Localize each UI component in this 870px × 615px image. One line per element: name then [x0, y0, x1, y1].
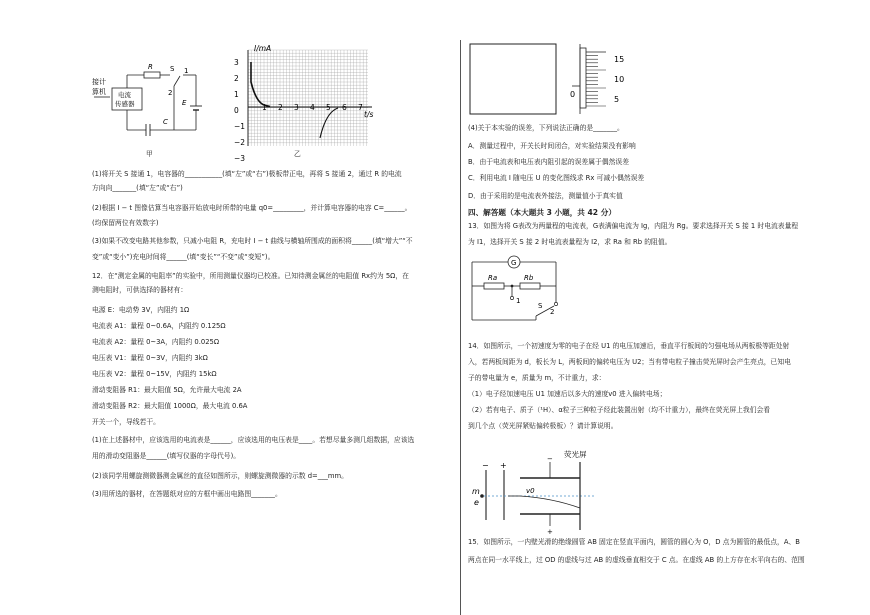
left-text-line: (1)将开关 S 接通 1，电容器的___________(填“左”或“右”)极板带正电，再将 S 接通 2，通过 R 的电流: [92, 170, 402, 178]
resistor-Ra: [484, 283, 504, 289]
left-text-line: (3)用所选的器材，在答题纸对应的方框中画出电路图_______。: [92, 490, 282, 498]
current-time-graph: [234, 42, 384, 163]
left-text-line: 12．在“测定金属的电阻率”的实验中，所用测量仪器均已校准。已知待测金属丝的电阻值 Rx约为 5Ω，在: [92, 272, 409, 280]
left-text-line: 滑动变阻器 R2：最大阻值 1000Ω，最大电流 0.6A: [92, 402, 248, 410]
right-text-line: 13．如图为将 G表改为两量程的电流表，G表满偏电流为 Ig，内阻为 Rg。要求选择开关 S 接 1 时电流表量程: [468, 222, 799, 230]
right-text-line: 到几个点（荧光屏紧贴偏转极板）？请计算说明。: [468, 422, 618, 430]
y-tick-label: 2: [234, 74, 239, 83]
left-text-line: 电压表 V2：量程 0~15V，内阻约 15kΩ: [92, 370, 217, 378]
left-text-line: 电流表 A2：量程 0~3A，内阻约 0.025Ω: [92, 338, 220, 346]
plus-sign-bottom: +: [547, 528, 553, 536]
y-tick-label: 1: [234, 90, 239, 99]
x-tick-label: 7: [358, 103, 363, 112]
x-tick-label: 3: [294, 103, 299, 112]
left-text-line: (1)在上述器材中，应该选用的电流表是______，应该选用的电压表是____。若想尽量多测几组数据，应该选: [92, 436, 415, 444]
left-text-line: 电流表 A1：量程 0~0.6A，内阻约 0.125Ω: [92, 322, 226, 330]
y-tick-label: 3: [234, 58, 239, 67]
v0-label: v0: [526, 487, 535, 495]
left-text-line: 电压表 V1：量程 0~3V，内阻约 3kΩ: [92, 354, 208, 362]
x-tick-label: 2: [278, 103, 283, 112]
minus-sign-left: −: [482, 461, 489, 470]
x-tick-label: 1: [262, 103, 267, 112]
y-tick-label: −3: [234, 154, 246, 163]
electron-path: [520, 496, 580, 508]
micrometer-answer-box: [100, 0, 101, 1]
p2-label: 2: [550, 308, 555, 316]
right-text-line: 15．如图所示，一内壁光滑的绝缘圆管 AB 固定在竖直平面内，圆管的圆心为 O，D 点为圆管的最低点，A、B: [468, 538, 800, 546]
figure-13-circuit: [468, 254, 568, 328]
caption-yi: 乙: [294, 150, 301, 158]
left-text-line: 方向向_______(填“左”或“右”): [92, 184, 183, 192]
x-tick-label: 6: [342, 103, 347, 112]
figure-14-deflection: [468, 448, 598, 534]
micrometer-mark-10: 10: [614, 75, 625, 84]
y-axis-label: I/mA: [254, 44, 272, 53]
section-heading: 四、解答题（本大题共 3 小题，共 42 分）: [468, 208, 616, 217]
right-text-line: 两点在同一水平线上，过 OD 的虚线与过 AB 的虚线垂直相交于 C 点。在虚线 AB 的上方存在水平向右的、范围: [468, 556, 805, 564]
right-text-line: （2）若有电子、质子（¹H）、α粒子三种粒子经此装置出射（均不计重力），最终在荧光屏上我们会看: [468, 406, 771, 414]
right-text-line: A．测量过程中，开关长时间闭合，对实验结果没有影响: [468, 142, 636, 150]
sensor-label-1: 电流: [118, 91, 131, 99]
G-label: G: [511, 259, 517, 267]
m-label: m: [472, 487, 480, 496]
E-label: E: [182, 99, 187, 107]
x-tick-label: 5: [326, 103, 331, 112]
resistor-Rb: [520, 283, 540, 289]
computer-label-1: 接计: [92, 78, 106, 86]
caption-jia: 甲: [146, 150, 153, 158]
right-text-line: (4)关于本实验的误差，下列说法正确的是_______。: [468, 124, 624, 132]
micrometer-figure: [466, 40, 646, 118]
micrometer-mark-5: 5: [614, 95, 620, 104]
Ra-label: Ra: [488, 274, 498, 282]
x-tick-label: 4: [310, 103, 315, 112]
circuit-diagram-jia: [88, 60, 228, 140]
resistor-R: [144, 72, 160, 78]
left-text-line: (2)根据 I − t 图像估算当电容器开始放电时所带的电量 q0=_________，并计算电容器的电容 C=______。: [92, 204, 412, 212]
left-text-line: (2)该同学用螺旋测微器测金属丝的直径如图所示，则螺旋测微器的示数 d=___mm。: [92, 472, 348, 480]
circuit-answer-box: [470, 44, 556, 114]
Rb-label: Rb: [524, 274, 534, 282]
pos1-label: 1: [184, 67, 189, 75]
discharging-curve: [320, 108, 338, 138]
micrometer-zero: 0: [570, 90, 576, 99]
C-label: C: [163, 118, 168, 126]
left-text-line: 变”或“变小”)充电时间将______(填“变长”“不变”或“变短”)。: [92, 253, 275, 261]
left-text-line: 滑动变阻器 R1：最大阻值 5Ω，允许最大电流 2A: [92, 386, 242, 394]
y-tick-label: −1: [234, 122, 246, 131]
left-text-line: (3)如果不改变电路其他参数，只减小电阻 R，充电时 I − t 曲线与横轴所围成的面积将______(填“增大”“不: [92, 237, 413, 245]
right-text-line: 子的带电量为 e，质量为 m，不计重力，求：: [468, 374, 606, 382]
screen-label: 荧光屏: [564, 450, 587, 459]
right-text-line: 入，若两板间距为 d，板长为 L，两板间的偏转电压为 U2；当有带电粒子撞击荧光屏时会产生亮点，已知电: [468, 358, 791, 366]
left-text-line: 测电阻时，可供选择的器材有：: [92, 286, 188, 294]
micrometer-mark-15: 15: [614, 55, 625, 64]
plus-sign-left: +: [500, 461, 507, 470]
right-text-line: B．由于电流表和电压表内阻引起的误差属于偶然误差: [468, 158, 629, 166]
left-text-line: 开关一个，导线若干。: [92, 418, 160, 426]
e-label: e: [474, 498, 479, 507]
sensor-label-2: 传感器: [115, 100, 135, 108]
left-text-line: 电源 E：电动势 3V，内阻约 1Ω: [92, 306, 190, 314]
right-text-line: D．由于采用的是电流表外接法，测量值小于真实值: [468, 192, 623, 200]
y-tick-label: −2: [234, 138, 246, 147]
column-divider: [460, 40, 461, 615]
right-text-line: 14．如图所示，一个初速度为零的电子在经 U1 的电压加速后，垂直平行板间的匀强电场从两板极等距处射: [468, 342, 790, 350]
right-text-line: C．利用电流 I 随电压 U 的变化图线求 Rx 可减小偶然误差: [468, 174, 645, 182]
S-label: S: [170, 65, 175, 73]
S-switch-label: S: [538, 302, 543, 310]
x-axis-label: t/s: [364, 110, 374, 119]
pos2-label: 2: [168, 89, 173, 97]
right-text-line: 为 I1，选择开关 S 接 2 时电流表量程为 I2，求 Ra 和 Rb 的阻值。: [468, 238, 672, 246]
switch-S: [174, 76, 180, 86]
computer-label-2: 算机: [92, 88, 106, 96]
R-label: R: [148, 63, 153, 71]
left-text-line: (均保留两位有效数字): [92, 219, 159, 227]
left-text-line: 用的滑动变阻器是______(填写仪器的字母代号)。: [92, 452, 241, 460]
micrometer-sleeve: [580, 48, 586, 108]
right-text-line: （1）电子经加速电压 U1 加速后以多大的速度v0 进入偏转电场；: [468, 390, 667, 398]
minus-sign-top: −: [547, 455, 553, 463]
y-tick-label: 0: [234, 106, 239, 115]
p1-label: 1: [516, 297, 521, 305]
